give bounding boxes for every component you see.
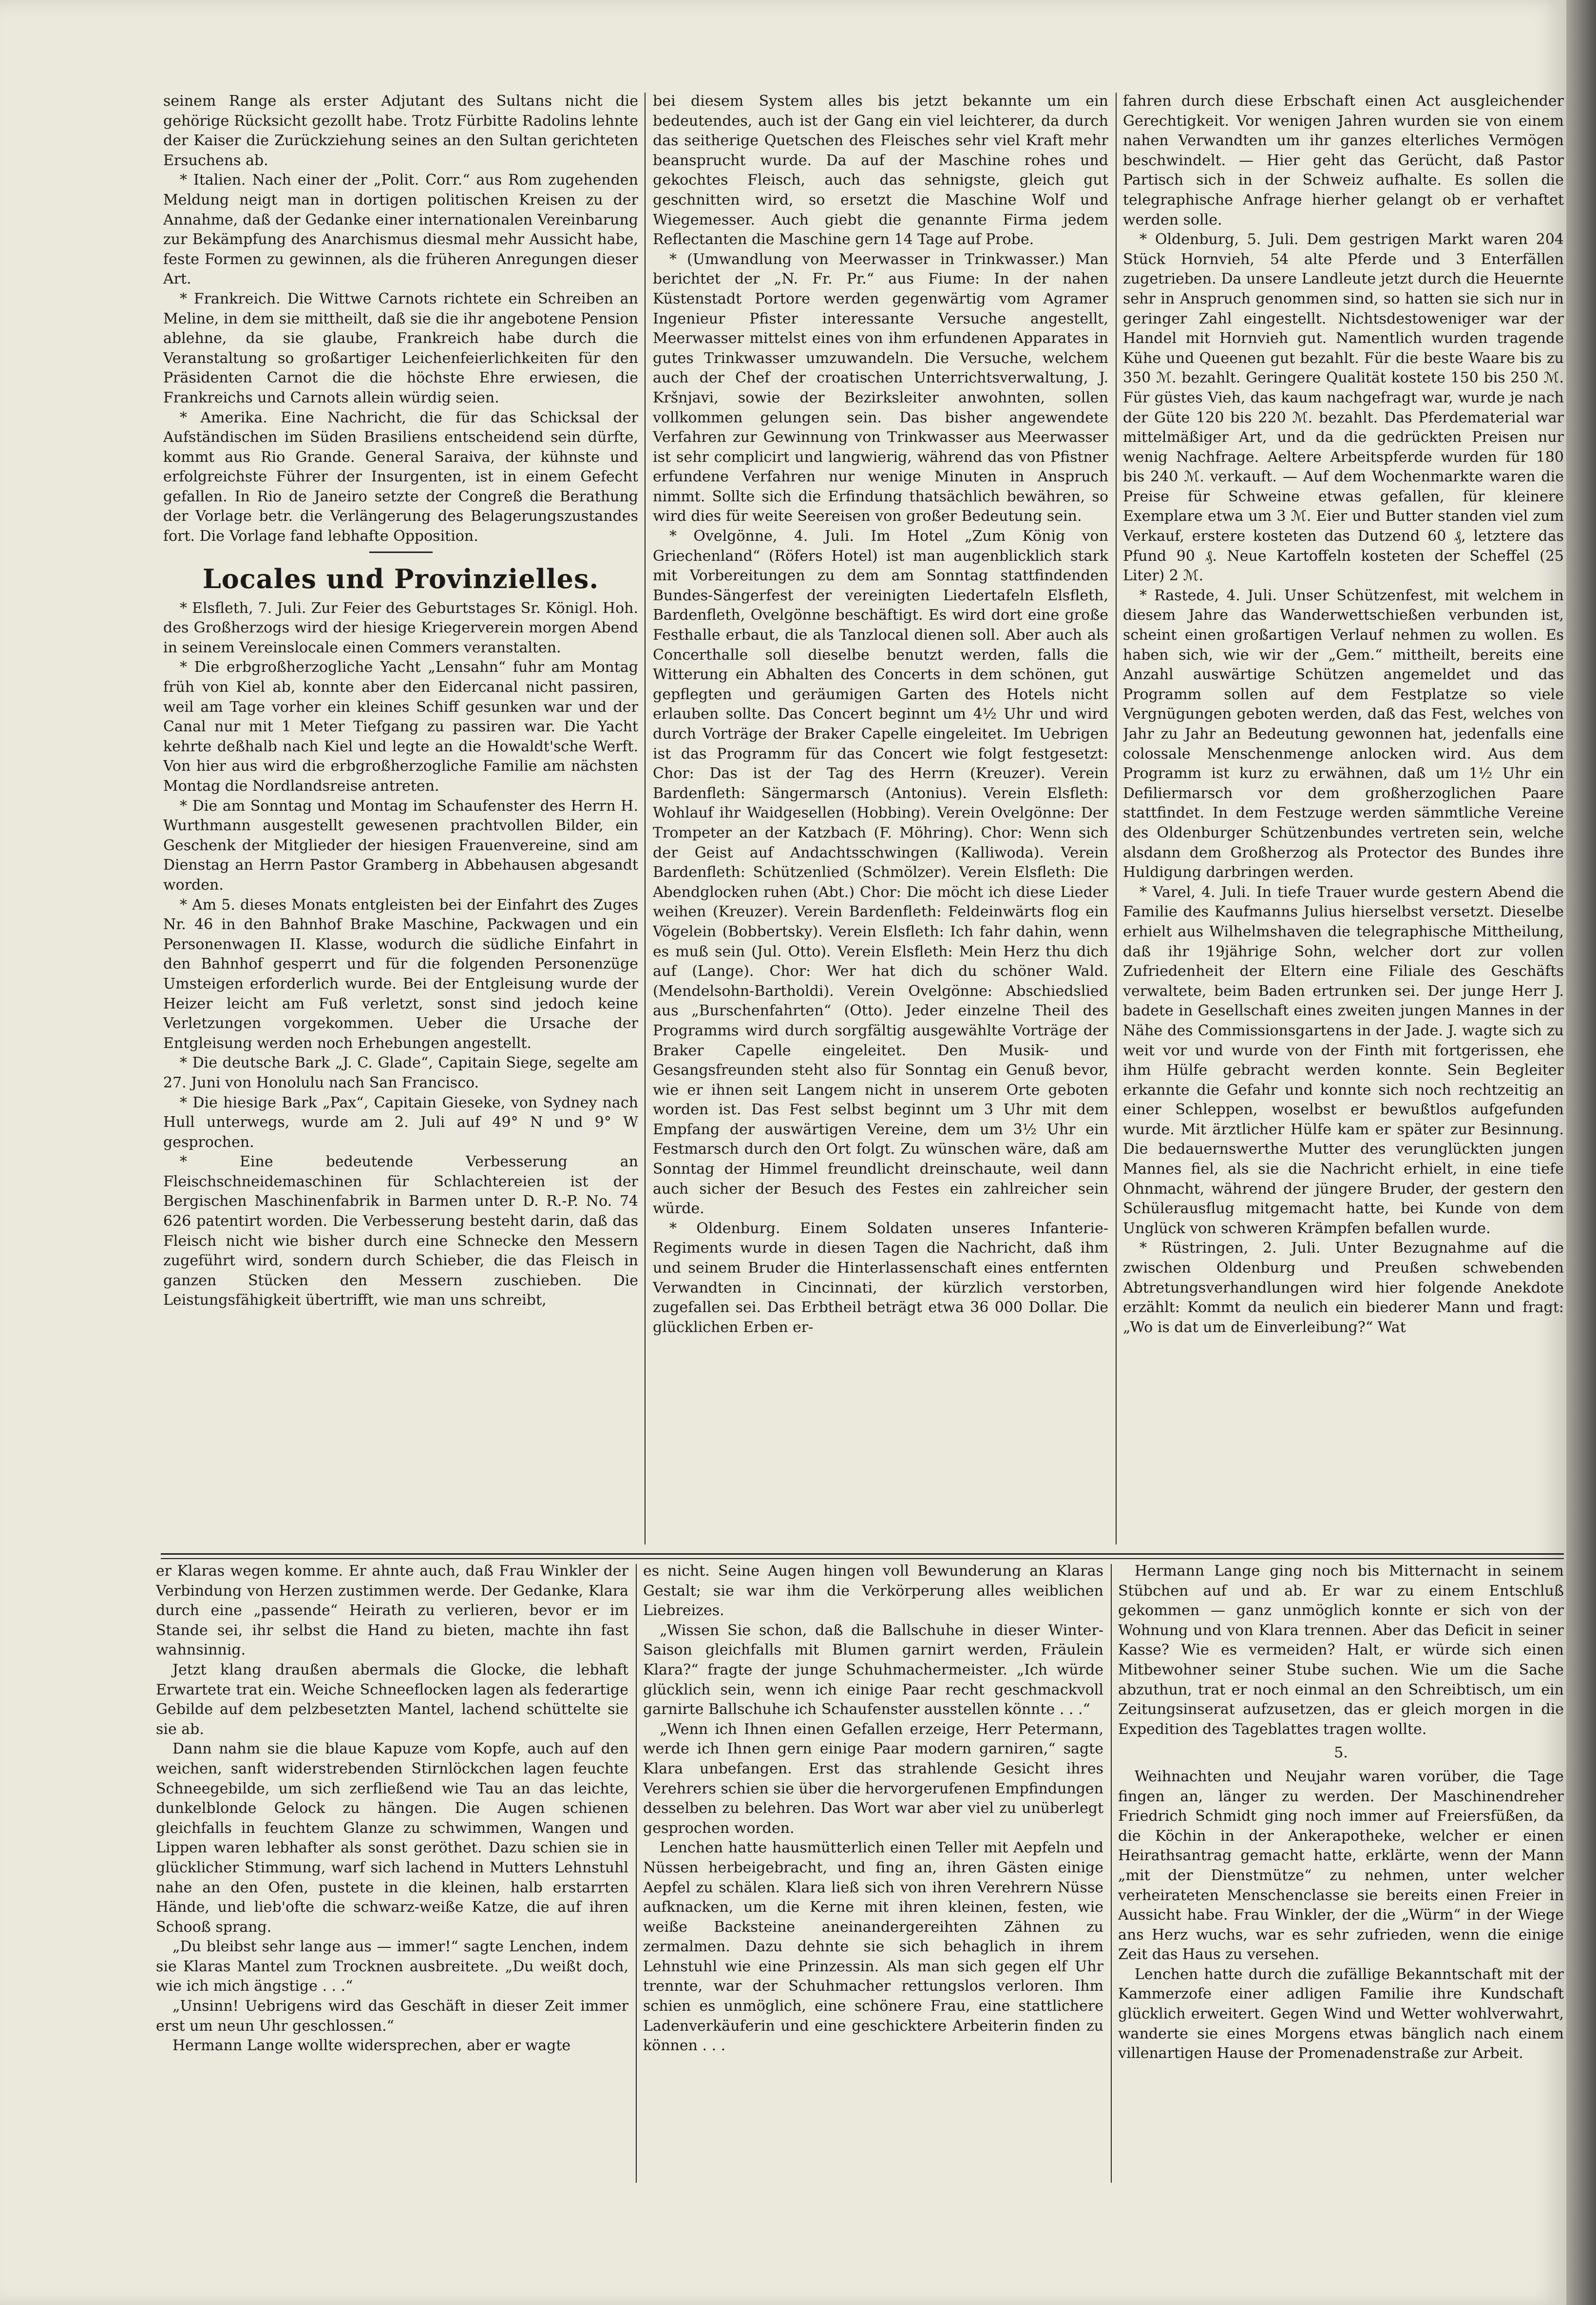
next-page-edge [1566,0,1596,2305]
section-title: Locales und Provinzielles. [202,563,599,594]
top-column-3 [1123,92,1564,1546]
article-paragraph: * (Umwandlung von Meerwasser in Trinkwasser.) Man berichtet der „N. Fr. Pr.“ aus Fiume: In der nahen Küstenstadt Portore werden gegenwärtig vom Agramer Ingenieur Pfister interessante Versuche angestellt, Meerwasser mittelst eines von ihm erfundenen Apparates in gutes Trinkwasser umzuwandeln. Die Versuche, welchem auch der Chef der croatischen Unterrichtsverwaltung, J. Kršnjavi, sowie der Bezirksleiter anwohnten, sollen vollkommen gelungen sein. Das bisher angewendete Verfahren zur Gewinnung von Trinkwasser aus Meerwasser ist sehr complicirt und langwierig, während das von Pfistner erfundene Verfahren nur wenige Minuten in Anspruch nimmt. Sollte sich die Erfindung thatsächlich bewähren, so wird dies für weite Seereisen von großer Bedeutung sein. [653,250,1108,525]
story-paragraph: Hermann Lange ging noch bis Mitternacht in seinem Stübchen auf und ab. Er war zu einem Entschluß gekommen — ganz unmöglich konnte er sich von der Wohnung und von Klara trennen. Aber das Deficit in seiner Kasse? Wie es vermeiden? Halt, er würde sich einen Mitbewohner seiner Stube suchen. Wie um die Sache abzuthun, trat er noch einmal an den Schreibtisch, um ein Zeitungsinserat aufzusetzen, das er gleich morgen in die Expedition des Tageblattes tragen wollte. [1118,1562,1564,1738]
local-news-paragraph: * Die hiesige Bark „Pax“, Capitain Gieseke, von Sydney nach Hull unterwegs, wurde am 2. Juli auf 49° N und 9° W gesprochen. [163,1094,638,1151]
column-divider [1116,93,1117,1544]
article-paragraph: * Amerika. Eine Nachricht, die für das Schicksal der Aufständischen im Süden Brasiliens entscheidend sein dürfte, kommt aus Rio Grande. General Saraiva, der kühnste und erfolgreichste Führer der Insurgenten, ist in einem Gefecht gefallen. In Rio de Janeiro setzte der Congreß die Berathung der Vorlage betr. die Verlängerung des Belagerungszustandes fort. Die Vorlage fand lebhafte Opposition. [163,409,638,545]
separator-rule [369,552,433,553]
article-paragraph: * Varel, 4. Juli. In tiefe Trauer wurde gestern Abend die Familie des Kaufmanns Julius hierselbst versetzt. Dieselbe erhielt aus Wilhelmshaven die telegraphische Mittheilung, daß ihr 19jährige Sohn, welcher dort zur vollen Zufriedenheit der Eltern eine Filiale des Geschäfts verwaltete, beim Baden ertrunken sei. Der junge Herr J. badete in Gesellschaft eines zweiten jungen Mannes in der Nähe des Commissionsgartens in der Jade. J. wagte sich zu weit vor und wurde von der Finth mit fortgerissen, ehe ihm Hülfe gebracht werden konnte. Sein Begleiter erkannte die Gefahr und konnte sich noch rechtzeitig an einer Schleppen, woselbst er bewußtlos aufgefunden wurde. Mit ärztlicher Hülfe kam er später zur Besinnung. Die bedauernswerthe Mutter des verunglückten jungen Mannes fiel, als sie die Nachricht erhielt, in eine tiefe Ohnmacht, während der jüngere Bruder, der gestern den Schülerausflug mitgemacht hatte, bei Kunde von dem Unglück von schweren Krämpfen befallen wurde. [1123,883,1564,1237]
article-paragraph: seinem Range als erster Adjutant des Sultans nicht die gehörige Rücksicht gezollt habe. Trotz Fürbitte Radolins lehnte der Kaiser die Zurückziehung seines an den Sultan gerichteten Ersuchens ab. [163,93,638,169]
story-paragraph: er Klaras wegen komme. Er ahnte auch, daß Frau Winkler der Verbindung von Herzen zustimmen werde. Der Gedanke, Klara durch eine „passende“ Heirath zu verlieren, bevor er im Stande sei, ihr selbst die Hand zu bieten, machte ihn fast wahnsinnig. [156,1562,628,1659]
column-divider [636,1564,637,2183]
article-paragraph: * Italien. Nach einer der „Polit. Corr.“ aus Rom zugehenden Meldung neigt man in dortigen politischen Kreisen zu der Annahme, daß der Gedanke einer internationalen Vereinbarung zur Bekämpfung des Anarchismus diesmal mehr Aussicht habe, feste Formen zu gewinnen, als die früheren Anregungen dieser Art. [163,171,638,288]
article-paragraph: * Oldenburg. Einem Soldaten unseres Infanterie-Regiments wurde in diesen Tagen die Nachricht, daß ihm und seinem Bruder die Hinterlassenschaft eines entfernten Verwandten in Cincinnati, der kürzlich verstorben, zugefallen sei. Das Erbtheil beträgt etwa 36 000 Dollar. Die glücklichen Erben er- [653,1219,1108,1336]
column-divider [1111,1564,1112,2183]
bottom-column-1 [156,1562,628,2190]
top-column-2 [653,92,1108,1546]
chapter-number: 5. [1334,1744,1348,1762]
local-news-paragraph: * Die erbgroßherzogliche Yacht „Lensahn“ fuhr am Montag früh von Kiel ab, konnte aber den Eidercanal nicht passiren, weil am Tage vorher ein kleines Schiff gesunken war und der Canal nur mit 1 Meter Tiefgang zu passiren war. Die Yacht kehrte deßhalb nach Kiel und legte an die Howaldt'sche Werft. Von hier aus wird die erbgroßherzogliche Familie am nächsten Montag die Nordlandsreise antreten. [163,659,638,795]
story-paragraph: es nicht. Seine Augen hingen voll Bewunderung an Klaras Gestalt; sie war ihm die Verkörperung alles weiblichen Liebreizes. [643,1562,1103,1619]
local-news-paragraph: * Elsfleth, 7. Juli. Zur Feier des Geburtstages Sr. Königl. Hoh. des Großherzogs wird der hiesige Kriegerverein morgen Abend in seinem Vereinslocale einen Commers veranstalten. [163,599,638,656]
story-paragraph: Lenchen hatte hausmütterlich einen Teller mit Aepfeln und Nüssen herbeigebracht, und fing an, ihren Gästen einige Aepfel zu schälen. Klara ließ sich von ihren Verehrern Nüsse aufknacken, um die Kerne mit ihren kleinen, festen, wie weiße Backsteine aneinandergereihten Zähnen zu zermalmen. Dazu dehnte sie sich behaglich in ihrem Lehnstuhl wie eine Prinzessin. Als man sich gegen elf Uhr trennte, war der Schuhmacher rettungslos verloren. Ihm schien es unmöglich, eine schönere Frau, eine stattlichere Ladenverkäuferin und eine geschicktere Arbeiterin finden zu können . . . [643,1839,1103,2055]
article-paragraph: * Ovelgönne, 4. Juli. Im Hotel „Zum König von Griechenland“ (Röfers Hotel) ist man augenblicklich stark mit Vorbereitungen zu dem am Sonntag stattfindenden Bundes-Sängerfest der vereinigten Liedertafeln Elsfleth, Bardenfleth, Ovelgönne beschäftigt. Es wird dort eine große Festhalle erbaut, die als Tanzlocal dienen soll. Aber auch als Concerthalle soll dieselbe benutzt werden, falls die Witterung ein Abhalten des Concerts in dem schönen, gut gepflegten und geräumigen Garten des Hotels nicht erlauben sollte. Das Concert beginnt um 4½ Uhr und wird durch Vorträge der Braker Capelle eingeleitet. Im Uebrigen ist das Programm für das Concert wie folgt festgesetzt: Chor: Das ist der Tag des Herrn (Kreuzer). Verein Bardenfleth: Sängermarsch (Antonius). Verein Elsfleth: Wohlauf ihr Waidgesellen (Hobbing). Verein Ovelgönne: Der Trompeter an der Katzbach (F. Möhring). Chor: Wenn sich der Geist auf Andachtsschwingen (Kalliwoda). Verein Bardenfleth: Schützenlied (Schmölzer). Verein Elsfleth: Die Abendglocken ruhen (Abt.) Chor: Die möcht ich diese Lieder weihen (Kreuzer). Verein Bardenfleth: Feldeinwärts flog ein Vögelein (Bobbertsky). Verein Elsfleth: Ich fahr dahin, wenn es muß sein (Jul. Otto). Verein Elsfleth: Mein Herz thu dich auf (Lange). Chor: Wer hat dich du schöner Wald. (Mendelsohn-Bartholdi). Verein Ovelgönne: Abschiedslied aus „Burschenfahrten“ (Otto). Jeder einzelne Theil des Programms wird durch sorgfältig ausgewählte Vorträge der Braker Capelle eingeleitet. Den Musik- und Gesangsfreunden steht also für Sonntag ein Genuß bevor, wie er ihnen seit Langem nicht in unserem Orte geboten worden ist. Das Fest selbst beginnt um 3 Uhr mit dem Empfang der auswärtigen Vereine, dem um 3½ Uhr ein Festmarsch durch den Ort folgt. Zu wünschen wäre, daß am Sonntag der Himmel freundlicht dreinschaute, weil dann auch sicher der Besuch des Festes ein zahlreicher sein würde. [653,528,1108,1218]
article-paragraph: * Rüstringen, 2. Juli. Unter Bezugnahme auf die zwischen Oldenburg und Preußen schwebenden Abtretungsverhandlungen wird hier folgende Anekdote erzählt: Kommt da neulich ein biederer Mann und fragt: „Wo is dat um de Einverleibung?“ Wat [1123,1239,1564,1336]
column-divider [645,93,646,1544]
article-paragraph: * Oldenburg, 5. Juli. Dem gestrigen Markt waren 204 Stück Hornvieh, 54 alte Pferde und 3 Enterfällen zugetrieben. Da unsere Landleute jetzt durch die Heuernte sehr in Anspruch genommen sind, so hatten sie sich nur in geringer Zahl eingestellt. Nichtsdestoweniger war der Handel mit Hornvieh gut. Namentlich wurden tragende Kühe und Queenen gut bezahlt. Für die beste Waare bis zu 350 ℳ. bezahlt. Geringere Qualität kostete 150 bis 250 ℳ. Für güstes Vieh, das kaum nachgefragt war, wurde je nach der Güte 120 bis 220 ℳ. bezahlt. Das Pferdematerial war mittelmäßiger Art, und da die gedrückten Preisen nur wenig Nachfrage. Aeltere Arbeitspferde wurden für 180 bis 240 ℳ. verkauft. — Auf dem Wochenmarkte waren die Preise für Schweine etwas gefallen, für kleinere Exemplare etwa um 3 ℳ. Eier und Butter standen viel zum Verkauf, erstere kosteten das Dutzend 60 ₰, letztere das Pfund 90 ₰. Neue Kartoffeln kosteten der Scheffel (25 Liter) 2 ℳ. [1123,231,1564,585]
local-news-paragraph: * Am 5. dieses Monats entgleisten bei der Einfahrt des Zuges Nr. 46 in den Bahnhof Brake Maschine, Packwagen und ein Personenwagen II. Klasse, wodurch die südliche Einfahrt in den Bahnhof gesperrt und für die folgenden Personenzüge Umsteigen erforderlich wurde. Bei der Entgleisung wurde der Heizer leicht am Fuß verletzt, sonst sind jedoch keine Verletzungen vorgekommen. Ueber die Ursache der Entgleisung werden noch Erhebungen angestellt. [163,896,638,1052]
top-column-1-part-b [163,599,638,1311]
local-news-paragraph: * Eine bedeutende Verbesserung an Fleischschneidemaschinen für Schlachtereien ist der Bergischen Maschinenfabrik in Barmen unter D. R.-P. No. 74 626 patentirt worden. Die Verbesserung besteht darin, daß das Fleisch nicht wie bisher durch eine Schnecke den Messern zugeführt wird, sondern durch Schieber, die das Fleisch in ganzen Stücken den Messern zuschieben. Die Leistungsfähigkeit übertrifft, wie man uns schreibt, [163,1153,638,1309]
section-divider [161,1553,1564,1555]
article-paragraph: * Rastede, 4. Juli. Unser Schützenfest, mit welchem in diesem Jahre das Wanderwettschießen verbunden ist, scheint einen großartigen Verlauf nehmen zu wollen. Es haben sich, wie wir der „Gem.“ mittheilt, bereits eine Anzahl auswärtige Schützen angemeldet und das Programm sollen auf dem Festplatze so viele Vergnügungen geboten werden, daß das Fest, welches von Jahr zu Jahr an Bedeutung gewonnen hat, jedenfalls eine colossale Menschenmenge anlocken wird. Aus dem Programm ist kurz zu erwähnen, daß um 1½ Uhr ein Defiliermarsch vor dem großherzoglichen Paare stattfindet. In dem Festzuge werden sämmtliche Vereine des Oldenburger Schützenbundes vertreten sein, welche alsdann dem Großherzog als Protector des Bundes ihre Huldigung darbringen werden. [1123,587,1564,881]
article-paragraph: * Frankreich. Die Wittwe Carnots richtete ein Schreiben an Meline, in dem sie mittheilt, daß sie die ihr angebotene Pension ablehne, da sie glaube, Frankreich habe durch die Veranstaltung so großartiger Leichenfeierlichkeiten für den Präsidenten Carnot die die höchste Ehre erwiesen, die Frankreichs und Carnots allein würdig seien. [163,290,638,406]
story-paragraph: „Unsinn! Uebrigens wird das Geschäft in dieser Zeit immer erst um neun Uhr geschlossen.“ [156,1998,628,2035]
story-paragraph: „Wissen Sie schon, daß die Ballschuhe in dieser Winter-Saison gleichfalls mit Blumen garnirt werden, Fräulein Klara?“ fragte der junge Schuhmachermeister. „Ich würde glücklich sein, wenn ich einige Paar recht geschmackvoll garnirte Ballschuhe ich Schaufenster ausstellen könnte . . .“ [643,1621,1103,1718]
story-paragraph: „Du bleibst sehr lange aus — immer!“ sagte Lenchen, indem sie Klaras Mantel zum Trocknen ausbreitete. „Du weißt doch, wie ich mich ängstige . . .“ [156,1938,628,1995]
article-paragraph: bei diesem System alles bis jetzt bekannte um ein bedeutendes, auch ist der Gang ein viel leichterer, da durch das seitherige Quetschen des Fleisches sehr viel Kraft mehr beansprucht wurde. Da auf der Maschine rohes und gekochtes Fleisch, auch das sehnigste, gleich gut geschnitten wird, so ersetzt die Maschine Wolf und Wiegemesser. Auch giebt die genannte Firma jedem Reflectanten die Maschine gern 14 Tage auf Probe. [653,93,1108,248]
bottom-column-3 [1118,1562,1564,2190]
story-paragraph: Dann nahm sie die blaue Kapuze vom Kopfe, auch auf den weichen, sanft widerstrebenden Stirnlöckchen lagen feuchte Schneegebilde, um sich zerfließend wie Tau an das leichte, dunkelblonde Gelock zu hängen. Die Augen schienen gleichfalls in feuchtem Glanze zu schwimmen, Wangen und Lippen waren lebhafter als sonst geröthet. Dazu schien sie in glücklicher Stimmung, warf sich lachend in Mutters Lehnstuhl nahe an den Ofen, pustete in die kleinen, halb erstarrten Hände, und lieb'ofte die schwarz-weiße Katze, die auf ihren Schooß sprang. [156,1740,628,1936]
story-paragraph: Jetzt klang draußen abermals die Glocke, die lebhaft Erwartete trat ein. Weiche Schneeflocken lagen als federartige Gebilde auf dem pelzbesetzten Mantel, lachend schüttelte sie sie ab. [156,1661,628,1738]
article-paragraph: fahren durch diese Erbschaft einen Act ausgleichender Gerechtigkeit. Vor wenigen Jahren wurden sie von einem nahen Verwandten um ihr ganzes elterliches Vermögen beschwindelt. — Hier geht das Gerücht, daß Pastor Partisch sich in der Schweiz aufhalte. Es sollen die telegraphische Anfrage hierher gelangt ob er verhaftet werden solle. [1123,93,1564,229]
top-column-1 [163,92,638,1546]
bottom-column-2 [643,1562,1103,2190]
local-news-paragraph: * Die deutsche Bark „J. C. Glade“, Capitain Siege, segelte am 27. Juni von Honolulu nach San Francisco. [163,1054,638,1091]
story-paragraph: „Wenn ich Ihnen einen Gefallen erzeige, Herr Petermann, werde ich Ihnen gern einige Paar modern garniren,“ sagte Klara unbefangen. Erst das strahlende Gesicht ihres Verehrers schien sie über die hervorgerufenen Empfindungen desselben zu belehren. Das Wort war aber viel zu unüberlegt gesprochen worden. [643,1720,1103,1837]
local-news-paragraph: * Die am Sonntag und Montag im Schaufenster des Herrn H. Wurthmann ausgestellt gewesenen prachtvollen Bilder, ein Geschenk der Mitglieder der hiesigen Frauenvereine, sind am Dienstag an Herrn Pastor Gramberg in Abbehausen abgesandt worden. [163,797,638,894]
story-paragraph: Lenchen hatte durch die zufällige Bekanntschaft mit der Kammerzofe einer adligen Familie ihre Kundschaft glücklich erweitert. Gegen Wind und Wetter wohlverwahrt, wanderte sie eines Morgens etwas bänglich nach einem villenartigen Hause der Promenadenstraße zur Arbeit. [1118,1965,1564,2062]
top-column-1-part-a [163,92,638,547]
story-paragraph: Hermann Lange wollte widersprechen, aber er wagte [172,2037,571,2055]
story-paragraph: Weihnachten und Neujahr waren vorüber, die Tage fingen an, länger zu werden. Der Maschinendreher Friedrich Schmidt ging noch immer auf Freiersfüßen, da die Köchin in der Ankerapotheke, welcher er einen Heirathsantrag gemacht hatte, erklärte, wenn der Mann „mit der Dienstmütze“ zu nehmen, unter welcher verheirateten Menschenclasse sie bereits einen Freier in Aussicht habe. Frau Winkler, der die „Würm“ in der Wiege ans Herz wuchs, war es sehr zufrieden, wenn die einige Zeit das Haus zu versehen. [1118,1768,1564,1963]
section-divider [161,1558,1564,1559]
